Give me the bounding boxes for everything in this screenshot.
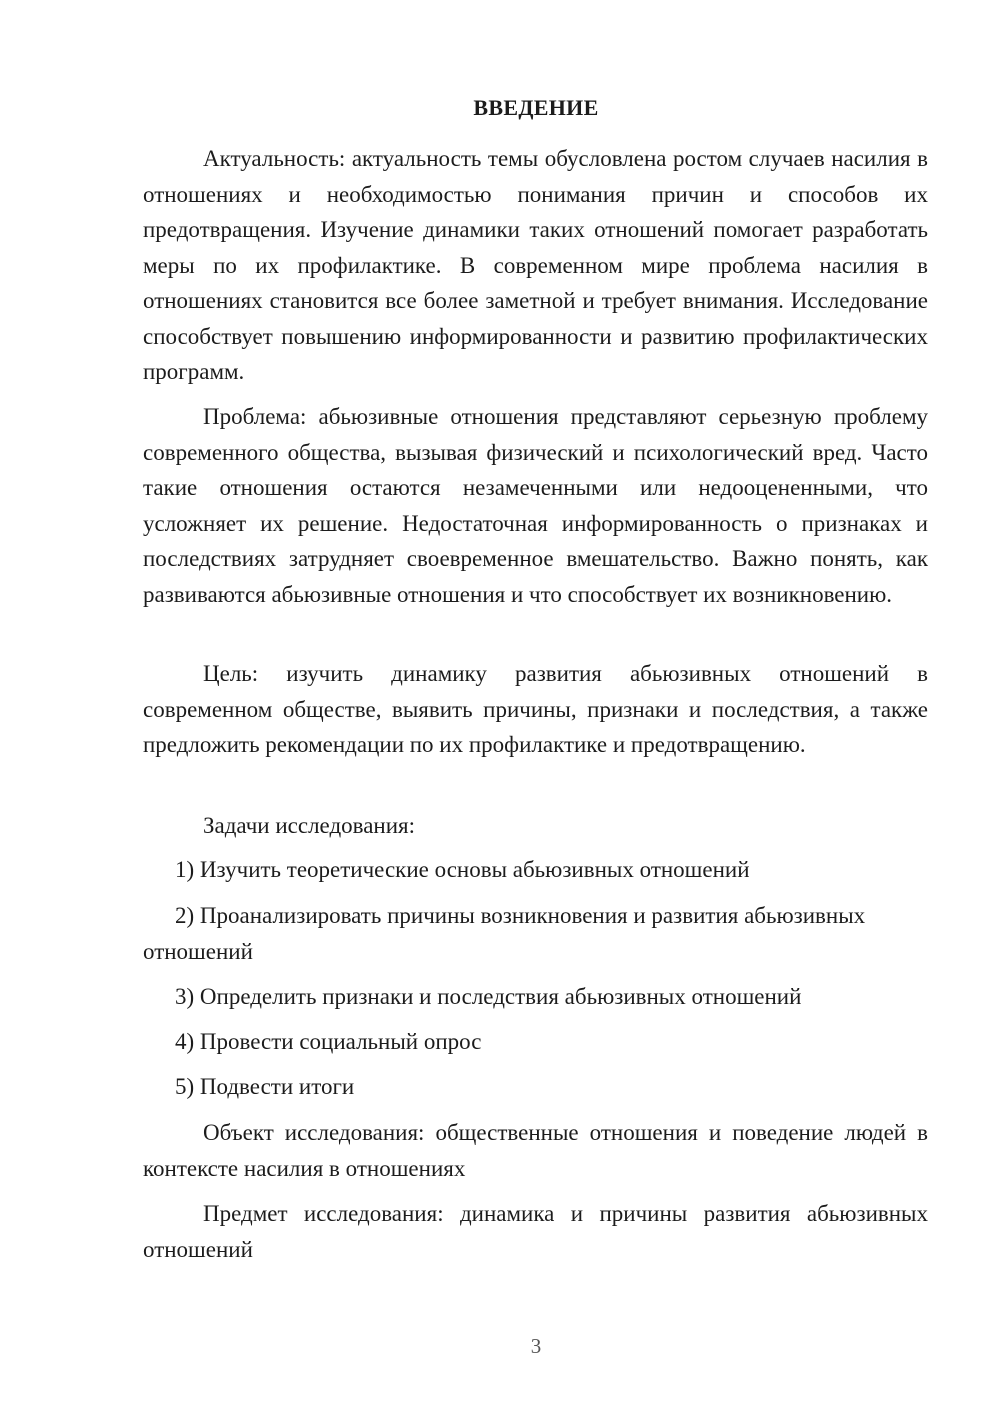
task-item: 2) Проанализировать причины возникновения и развития абьюзивных отношений bbox=[143, 903, 866, 964]
section-heading: ВВЕДЕНИЕ bbox=[473, 95, 599, 120]
task-item-5-block bbox=[143, 1069, 928, 1105]
problem-block bbox=[143, 399, 928, 612]
object-paragraph: Объект исследования: общественные отношения и поведение людей в контексте насилия в отношениях bbox=[143, 1120, 928, 1181]
subject-block bbox=[143, 1196, 928, 1267]
tasks-title-block bbox=[143, 808, 928, 844]
task-item-2-block bbox=[143, 898, 928, 969]
goal-block bbox=[143, 656, 928, 763]
task-item: 1) Изучить теоретические основы абьюзивных отношений bbox=[175, 857, 750, 882]
page-number: 3 bbox=[530, 1334, 542, 1358]
object-block bbox=[143, 1115, 928, 1186]
relevance-block bbox=[143, 141, 928, 390]
relevance-paragraph: Актуальность: актуальность темы обусловлена ростом случаев насилия в отношениях и необходимостью понимания причин и способов их предотвращения. Изучение динамики таких отношений помогает разработать меры по их профилактике. В современном мире проблема насилия в отношениях становится все более заметной и требует внимания. Исследование способствует повышению информированности и развитию профилактических программ. bbox=[143, 146, 928, 384]
tasks-title: Задачи исследования: bbox=[203, 813, 416, 838]
task-item-1-block bbox=[143, 852, 928, 888]
task-item: 5) Подвести итоги bbox=[175, 1074, 355, 1099]
subject-paragraph: Предмет исследования: динамика и причины развития абьюзивных отношений bbox=[143, 1201, 928, 1262]
task-item-3-block bbox=[143, 979, 928, 1015]
task-item: 3) Определить признаки и последствия абьюзивных отношений bbox=[175, 984, 802, 1009]
goal-paragraph: Цель: изучить динамику развития абьюзивных отношений в современном обществе, выявить причины, признаки и последствия, а также предложить рекомендации по их профилактике и предотвращению. bbox=[143, 661, 928, 757]
task-item: 4) Провести социальный опрос bbox=[175, 1029, 482, 1054]
task-item-4-block bbox=[143, 1024, 928, 1060]
problem-paragraph: Проблема: абьюзивные отношения представляют серьезную проблему современного общества, вызывая физический и психологический вред. Часто такие отношения остаются незамеченными или недооцененными, что усложняет их решение. Недостаточная информированность о признаках и последствиях затрудняет своевременное вмешательство. Важно понять, как развиваются абьюзивные отношения и что способствует их возникновению. bbox=[143, 404, 928, 607]
